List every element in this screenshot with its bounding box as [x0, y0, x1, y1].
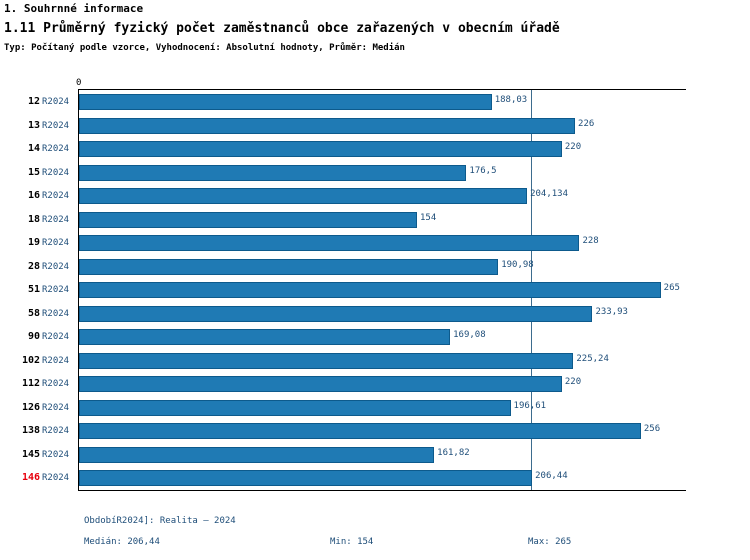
- bar[interactable]: [79, 447, 434, 463]
- report-section-label: 1. Souhrnné informace: [4, 2, 144, 15]
- bar[interactable]: [79, 400, 511, 416]
- row-period-label: R2024: [42, 355, 70, 366]
- chart-row: [78, 443, 686, 467]
- chart-row: [78, 302, 686, 326]
- bar-value-label: 226: [578, 118, 595, 129]
- bar[interactable]: [79, 423, 641, 439]
- bar[interactable]: [79, 329, 450, 345]
- chart-row: [78, 278, 686, 302]
- chart-row: [78, 231, 686, 255]
- stat-min: Min: 154: [330, 537, 374, 547]
- row-period-label: R2024: [42, 473, 70, 484]
- chart-row: [78, 255, 686, 279]
- bar-value-label: 188,03: [494, 95, 528, 105]
- row-period-label: R2024: [42, 97, 70, 107]
- bar-value-label: 204,134: [530, 189, 568, 200]
- bar-value-label: 169,08: [453, 330, 486, 341]
- bar[interactable]: [79, 235, 579, 251]
- row-period-label: R2024: [42, 120, 70, 131]
- row-period-label: R2024: [42, 332, 70, 343]
- bar-value-label: 225,24: [576, 353, 609, 364]
- bar[interactable]: [79, 94, 492, 110]
- chart-row: [78, 208, 686, 232]
- bar-value-label: 233,93: [595, 306, 628, 317]
- row-period-label: R2024: [42, 214, 70, 225]
- chart-row: [78, 90, 686, 114]
- bar-value-label: 206,44: [535, 471, 568, 482]
- chart-row: [78, 349, 686, 373]
- page-subtitle: Typ: Počítaný podle vzorce, Vyhodnocení: Absolutní hodnoty, Průměr: Medián: [4, 43, 405, 53]
- chart-row: [78, 396, 686, 420]
- row-id-label[interactable]: 138: [21, 425, 40, 437]
- stat-median: Medián: 206,44: [84, 537, 160, 547]
- row-id-label[interactable]: 14: [27, 143, 40, 155]
- row-period-label: R2024: [42, 426, 70, 437]
- axis-zero-label: 0: [76, 78, 82, 88]
- chart-row: [78, 161, 686, 185]
- bar[interactable]: [79, 376, 562, 392]
- row-period-label: R2024: [42, 449, 70, 460]
- bar[interactable]: [79, 141, 562, 157]
- row-period-label: R2024: [42, 238, 70, 249]
- bar[interactable]: [79, 212, 417, 228]
- bar-value-label: 228: [582, 236, 599, 247]
- row-id-label[interactable]: 13: [27, 119, 40, 131]
- row-id-label[interactable]: 102: [21, 354, 40, 366]
- row-id-label[interactable]: 146: [21, 472, 40, 484]
- bar-value-label: 190,98: [501, 259, 534, 270]
- row-period-label: R2024: [42, 144, 70, 155]
- row-id-label[interactable]: 58: [27, 307, 40, 319]
- row-id-label[interactable]: 145: [21, 448, 40, 460]
- plot-area: [78, 90, 686, 490]
- chart-row: [78, 466, 686, 490]
- bar[interactable]: [79, 353, 573, 369]
- bar[interactable]: [79, 118, 575, 134]
- row-id-label[interactable]: 16: [27, 190, 40, 202]
- bar-value-label: 265: [663, 283, 680, 294]
- chart-row: [78, 137, 686, 161]
- bar-value-label: 256: [643, 424, 661, 435]
- row-id-label[interactable]: 112: [21, 378, 40, 390]
- bar-value-label: 220: [564, 377, 582, 388]
- bar-value-label: 154: [420, 212, 437, 223]
- row-period-label: R2024: [42, 379, 70, 390]
- chart-row: [78, 325, 686, 349]
- row-id-label[interactable]: 90: [27, 331, 40, 343]
- row-period-label: R2024: [42, 402, 70, 413]
- chart-row: [78, 372, 686, 396]
- legend-entry: ObdobíR2024]: Realita – 2024: [84, 516, 236, 526]
- bar-chart: [0, 78, 750, 508]
- chart-row: [78, 184, 686, 208]
- row-period-label: R2024: [42, 261, 70, 272]
- chart-footer: [0, 512, 750, 560]
- bar[interactable]: [79, 188, 527, 204]
- chart-row: [78, 419, 686, 443]
- row-id-label[interactable]: 126: [21, 401, 40, 413]
- row-id-label[interactable]: 18: [27, 213, 40, 225]
- row-period-label: R2024: [42, 308, 70, 319]
- bar[interactable]: [79, 470, 532, 486]
- row-period-label: R2024: [42, 191, 70, 202]
- page-title: 1.11 Průměrný fyzický počet zaměstnanců obce zařazených v obecním úřadě: [4, 21, 560, 36]
- row-id-label[interactable]: 51: [27, 284, 40, 296]
- row-period-label: R2024: [42, 285, 70, 296]
- bar[interactable]: [79, 165, 466, 181]
- bar[interactable]: [79, 259, 498, 275]
- row-period-label: R2024: [42, 167, 70, 178]
- bar[interactable]: [79, 282, 661, 298]
- chart-row: [78, 114, 686, 138]
- bar[interactable]: [79, 306, 592, 322]
- row-id-label[interactable]: 15: [27, 166, 40, 178]
- bar-value-label: 161,82: [437, 447, 470, 458]
- row-id-label[interactable]: 19: [27, 237, 40, 249]
- bar-value-label: 176,5: [469, 165, 497, 176]
- bar-value-label: 196,61: [513, 400, 547, 411]
- row-id-label[interactable]: 28: [27, 260, 40, 272]
- row-id-label[interactable]: 12: [27, 96, 40, 107]
- bar-value-label: 220: [564, 142, 582, 153]
- stat-max: Max: 265: [528, 537, 572, 547]
